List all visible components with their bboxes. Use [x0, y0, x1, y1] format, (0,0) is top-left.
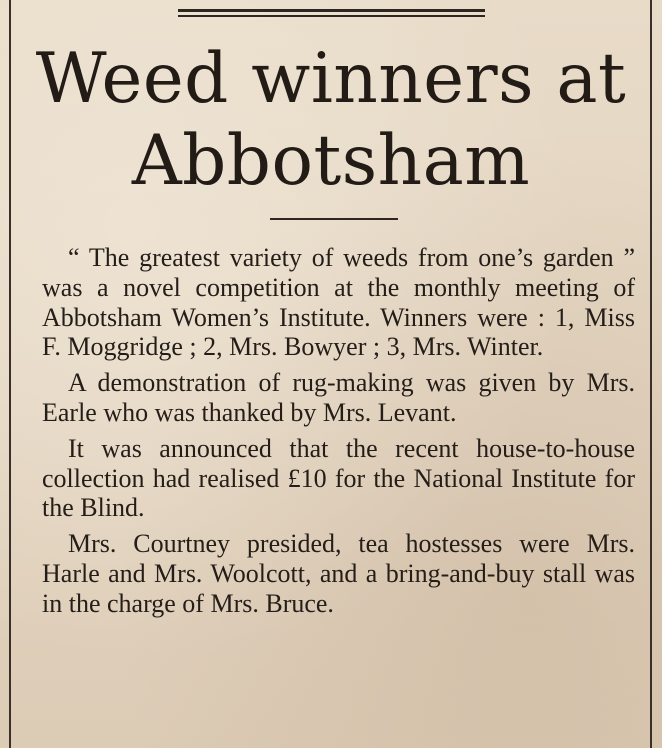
headline-line-2: Abbotsham: [131, 121, 531, 201]
top-rule: [178, 9, 485, 12]
article-body: [42, 243, 635, 625]
headline: [20, 38, 642, 202]
top-rule-secondary: [178, 15, 485, 17]
paragraph-demonstration: A demonstration of rug-making was given by Mrs. Earle who was thanked by Mrs. Levant.: [42, 368, 635, 427]
paragraph-hostesses: Mrs. Courtney presided, tea hostesses were Mrs. Harle and Mrs. Woolcott, and a bring-and-buy stall was in the charge of Mrs. Bruce.: [42, 529, 635, 618]
paragraph-competition: “ The greatest variety of weeds from one’s garden ” was a novel competition at the monthly meeting of Abbotsham Women’s Institute. Winners were : 1, Miss F. Moggridge ; 2, Mrs. Bowyer ; 3, Mrs. Winter.: [42, 243, 635, 362]
paragraph-collection: It was announced that the recent house-to-house collection had realised £10 for the National Institute for the Blind.: [42, 433, 635, 523]
column-rule-right: [650, 0, 652, 748]
headline-divider: [270, 218, 398, 220]
headline-line-1: Weed winners at: [35, 39, 627, 119]
column-rule-left: [9, 0, 11, 748]
